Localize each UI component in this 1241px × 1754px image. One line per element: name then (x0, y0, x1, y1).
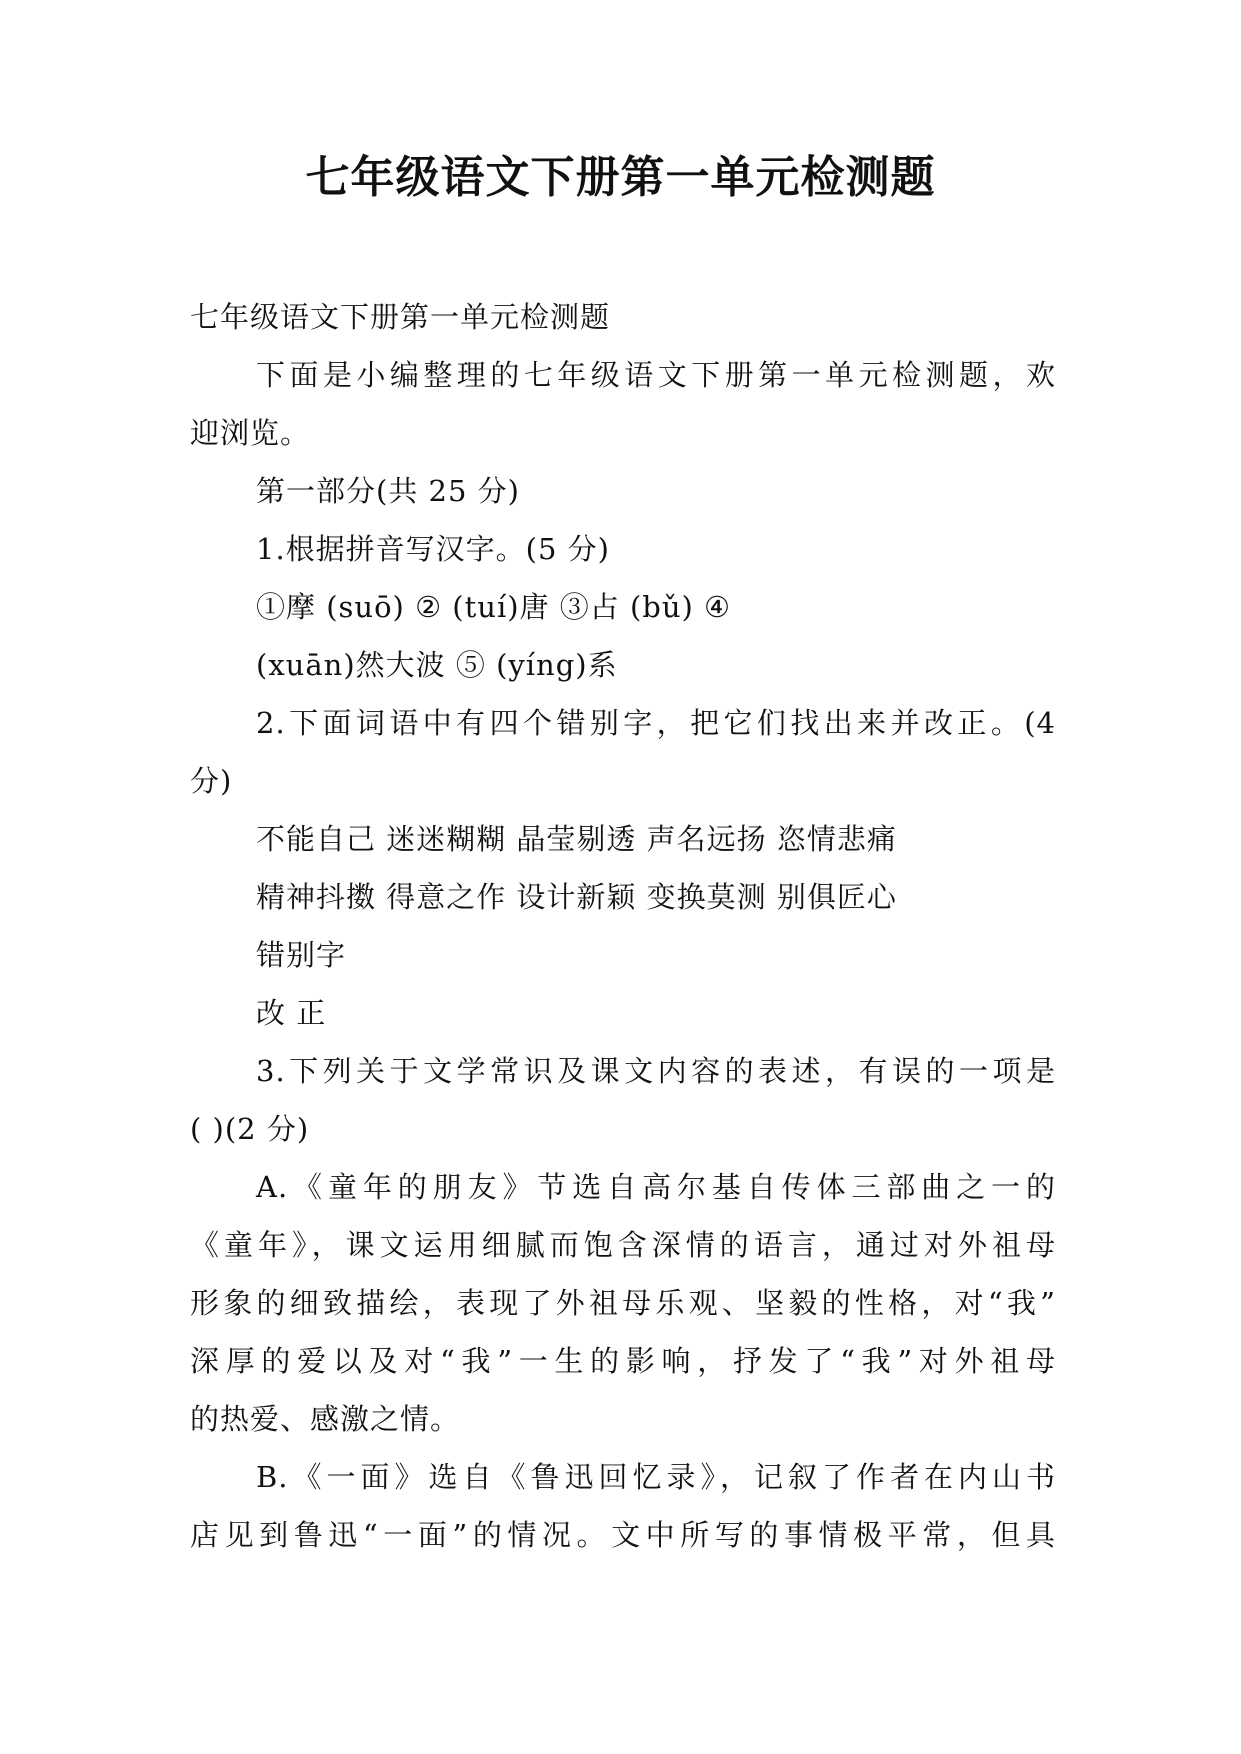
text-line: 分) (190, 764, 233, 798)
text-line: (xuān)然大波 ⑤ (yíng)系 (256, 648, 618, 682)
document-title: 七年级语文下册第一单元检测题 (305, 152, 936, 203)
text-line: ( )(2 分) (190, 1112, 310, 1146)
text-line: 改 正 (256, 996, 327, 1030)
text-line: 迎浏览。 (190, 416, 311, 450)
text-line: ①摩 (suō) ② (tuí)唐 ③占 (bǔ) ④ (256, 590, 732, 624)
document-body (190, 288, 1056, 1564)
text-line: 1.根据拼音写汉字。(5 分) (256, 532, 610, 566)
text-line: 形象的细致描绘，表现了外祖母乐观、坚毅的性格，对“我” (190, 1286, 1056, 1320)
text-line: 2.下面词语中有四个错别字，把它们找出来并改正。(4 (256, 706, 1056, 740)
text-line: 下面是小编整理的七年级语文下册第一单元检测题，欢 (256, 358, 1056, 392)
text-line: 店见到鲁迅“一面”的情况。文中所写的事情极平常，但具 (190, 1518, 1056, 1552)
text-line: A.《童年的朋友》节选自高尔基自传体三部曲之一的 (256, 1170, 1056, 1204)
text-line: 的热爱、感激之情。 (190, 1402, 461, 1436)
text-line: 错别字 (256, 938, 347, 972)
text-line: 第一部分(共 25 分) (256, 474, 520, 508)
text-line: 3.下列关于文学常识及课文内容的表述，有误的一项是 (256, 1054, 1056, 1088)
text-line: B.《一面》选自《鲁迅回忆录》，记叙了作者在内山书 (256, 1460, 1056, 1494)
text-line: 不能自己 迷迷糊糊 晶莹剔透 声名远扬 恣情悲痛 (256, 822, 897, 856)
text-line: 深厚的爱以及对“我”一生的影响，抒发了“我”对外祖母 (190, 1344, 1056, 1378)
text-line: 《童年》，课文运用细腻而饱含深情的语言，通过对外祖母 (190, 1228, 1056, 1262)
text-line: 七年级语文下册第一单元检测题 (190, 300, 611, 334)
text-line: 精神抖擞 得意之作 设计新颖 变换莫测 别俱匠心 (256, 880, 897, 914)
